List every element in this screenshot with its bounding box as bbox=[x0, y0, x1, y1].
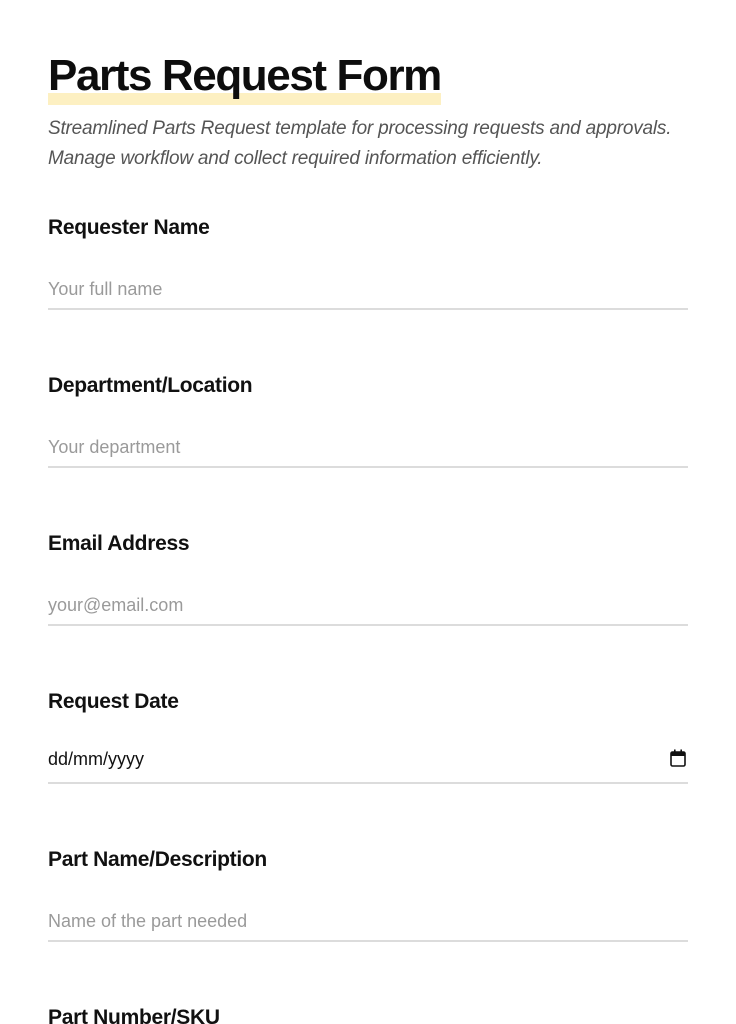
field-department bbox=[48, 372, 688, 530]
form-container bbox=[48, 48, 688, 1024]
email-input[interactable] bbox=[48, 568, 688, 626]
department-label: Department/Location bbox=[48, 374, 253, 397]
page-subtitle: Streamlined Parts Request template for processing requests and approvals. Manage workflow and collect required information efficiently. bbox=[48, 118, 672, 169]
requester-name-label: Requester Name bbox=[48, 216, 210, 239]
calendar-icon[interactable] bbox=[670, 749, 686, 767]
field-request-date bbox=[48, 688, 688, 846]
email-label: Email Address bbox=[48, 532, 190, 555]
request-date-label: Request Date bbox=[48, 690, 179, 713]
department-input[interactable] bbox=[48, 410, 688, 468]
field-requester-name bbox=[48, 214, 688, 372]
form-fields bbox=[48, 214, 688, 1024]
title-wrap bbox=[48, 48, 441, 104]
part-name-label: Part Name/Description bbox=[48, 848, 267, 871]
field-email bbox=[48, 530, 688, 688]
field-part-name bbox=[48, 846, 688, 1004]
part-number-label: Part Number/SKU bbox=[48, 1006, 220, 1024]
request-date-value: dd/mm/yyyy bbox=[48, 749, 145, 769]
request-date-input[interactable] bbox=[48, 726, 688, 784]
requester-name-input[interactable] bbox=[48, 252, 688, 310]
field-part-number bbox=[48, 1004, 688, 1024]
page-title: Parts Request Form bbox=[48, 51, 441, 100]
part-name-input[interactable] bbox=[48, 884, 688, 942]
